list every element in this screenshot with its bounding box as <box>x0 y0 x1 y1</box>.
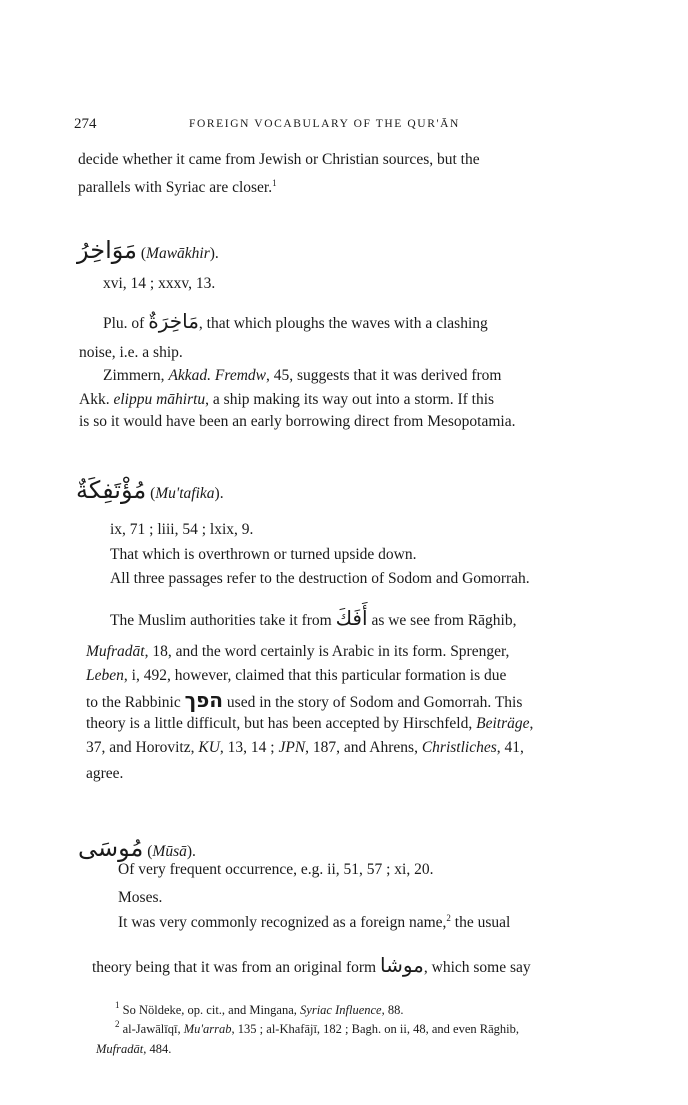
mutafika-line-3 <box>110 608 517 631</box>
work-title: Christliches <box>421 739 497 756</box>
text: al-Jawālīqī, <box>119 1022 184 1036</box>
text: The Muslim authorities take it from <box>110 612 336 629</box>
footnote-number: 1 <box>115 1000 120 1010</box>
text: theory is a little difficult, but has been accepted by Hirschfeld, <box>86 715 477 732</box>
text: , <box>529 715 534 732</box>
mutafika-line-6 <box>86 690 522 713</box>
refs-mutafika: ix, 71 ; liii, 54 ; lxix, 9. <box>110 521 254 538</box>
text: Akk. <box>79 391 114 408</box>
mutafika-line-5 <box>86 666 506 686</box>
intro-line-2-text: parallels with Syriac are closer. <box>78 179 273 196</box>
text: , which some say <box>423 959 531 976</box>
text: used in the story of Sodom and Gomorrah. This <box>223 694 523 711</box>
text: , 45, suggests that it was derived from <box>266 367 502 384</box>
footnote-1 <box>115 1002 403 1018</box>
text: , 88. <box>381 1003 404 1017</box>
work-title: KU <box>198 739 220 756</box>
text: Zimmern, <box>103 367 169 384</box>
arabic-word: أَفَكَ <box>335 606 368 630</box>
text: , 484. <box>143 1042 172 1056</box>
headword-translit: Mawākhir <box>146 245 210 262</box>
running-title: FOREIGN VOCABULARY OF THE QUR'ĀN <box>189 118 460 130</box>
mutafika-definition: That which is overthrown or turned upside down. <box>110 546 417 563</box>
footnote-ref-1: 1 <box>272 178 277 188</box>
work-title: Akkad. Fremdw <box>168 367 267 384</box>
text: It was very commonly recognized as a foreign name, <box>118 914 447 931</box>
entry-heading-mutafika: مُؤْتَفِكَةٌ (Mu'tafika). <box>76 476 224 504</box>
headword-translit: Mu'tafika <box>155 485 215 502</box>
text: , 18, and the word certainly is Arabic in its form. Sprenger, <box>144 643 510 660</box>
text: as we see from Rāghib, <box>367 612 517 629</box>
entry-heading-mawakhir: مَوَاخِرُ (Mawākhir). <box>77 236 219 264</box>
akkadian-term: elippu māhirtu <box>113 391 206 408</box>
mutafika-line-9: agree. <box>86 765 124 782</box>
headword-translit: Mūsā <box>152 843 187 860</box>
running-header <box>74 114 460 134</box>
text: So Nöldeke, op. cit., and Mingana, <box>119 1003 301 1017</box>
hebrew-word: הפך <box>184 688 224 712</box>
work-title: Mufradāt <box>86 643 145 660</box>
mawakhir-plural-line <box>103 311 488 334</box>
footnote-number: 2 <box>115 1019 120 1029</box>
mutafika-line-8 <box>86 738 524 758</box>
refs-musa: Of very frequent occurrence, e.g. ii, 51, 57 ; xi, 20. <box>118 861 434 878</box>
work-title: Mu'arrab <box>183 1022 232 1036</box>
headword-arabic: مَوَاخِرُ <box>77 236 137 264</box>
text: theory being that it was from an original form <box>92 959 380 976</box>
footnote-2 <box>115 1021 519 1037</box>
text: to the Rabbinic <box>86 694 185 711</box>
mawakhir-line-b: noise, i.e. a ship. <box>79 344 183 361</box>
text: Plu. of <box>103 315 149 332</box>
text: , 13, 14 ; <box>219 739 279 756</box>
intro-line-1: decide whether it came from Jewish or Christian sources, but the <box>78 151 480 168</box>
text: , i, 492, however, claimed that this particular formation is due <box>123 667 507 684</box>
arabic-word: مَاخِرَةٌ <box>148 309 199 333</box>
mawakhir-line-c <box>103 366 502 386</box>
arabic-word: موشا <box>379 953 424 977</box>
footnote-ref-2: 2 <box>446 913 451 923</box>
mutafika-line-7 <box>86 714 533 734</box>
work-title: Leben <box>86 667 124 684</box>
work-title: Mufradāt <box>96 1042 144 1056</box>
musa-definition: Moses. <box>118 889 163 906</box>
text: , 187, and Ahrens, <box>305 739 422 756</box>
text: the usual <box>450 914 511 931</box>
headword-arabic: مُؤْتَفِكَةٌ <box>76 476 147 504</box>
page-number: 274 <box>74 116 97 132</box>
text: 37, and Horovitz, <box>86 739 199 756</box>
mutafika-line-2: All three passages refer to the destruction of Sodom and Gomorrah. <box>110 570 530 587</box>
footnote-2-continued <box>96 1041 171 1057</box>
headword-arabic: مُوسَى <box>78 834 144 862</box>
mawakhir-line-d <box>79 390 494 410</box>
entry-heading-musa: مُوسَى (Mūsā). <box>78 834 196 862</box>
mawakhir-line-e: is so it would have been an early borrowing direct from Mesopotamia. <box>79 413 516 430</box>
work-title: Beiträge <box>476 715 530 732</box>
intro-line-2 <box>78 178 277 198</box>
musa-line-3 <box>118 913 510 933</box>
mutafika-line-4 <box>86 642 509 662</box>
musa-line-4 <box>92 955 531 978</box>
work-title: Syriac Influence <box>300 1003 382 1017</box>
refs-mawakhir: xvi, 14 ; xxxv, 13. <box>103 275 216 292</box>
text: , 135 ; al-Khafājī, 182 ; Bagh. on ii, 48, and even Rāghib, <box>231 1022 519 1036</box>
work-title: JPN <box>278 739 306 756</box>
text: , that which ploughs the waves with a clashing <box>198 315 488 332</box>
text: , 41, <box>496 739 524 756</box>
text: , a ship making its way out into a storm. If this <box>205 391 495 408</box>
